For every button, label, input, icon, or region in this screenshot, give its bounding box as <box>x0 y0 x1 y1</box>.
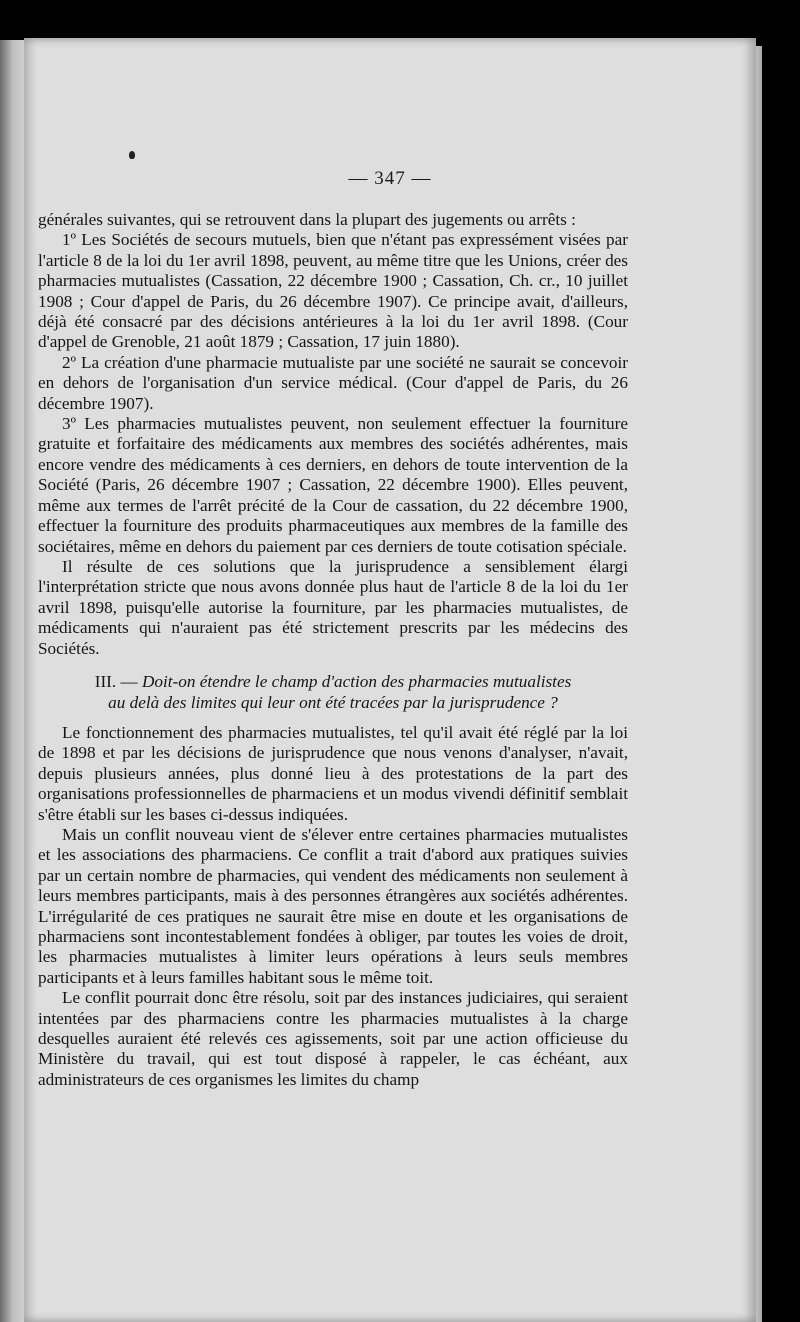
section-paragraph-3: Le conflit pourrait donc être résolu, soit par des instances judiciaires, qui seraient intentées par des pharmaciens contre les pharmacies mutualistes à la charge desquelles auraient été relevés ces agissements, soit par une action officieuse du Ministère du travail, qui est tout disposé à rappeler, le cas échéant, aux administrateurs de ces organismes les limites du champ <box>38 988 628 1089</box>
section-heading <box>38 671 628 713</box>
paragraph-point-3: 3º Les pharmacies mutualistes peuvent, non seulement effectuer la fourniture gratuite et forfaitaire des médicaments aux membres des sociétés adhérentes, mais encore vendre des médicaments à ces derniers, en dehors de toute intervention de la Société (Paris, 26 décembre 1907 ; Cassation, 22 décembre 1900). Elles peuvent, même aux termes de l'arrêt précité de la Cour de cassation, du 22 décembre 1900, effectuer la fourniture des produits pharmaceutiques aux membres de la famille des sociétaires, même en dehors du paiement par ces derniers de toute cotisation spéciale. <box>38 414 628 556</box>
paragraph-point-1: 1º Les Sociétés de secours mutuels, bien que n'étant pas expressément visées par l'article 8 de la loi du 1er avril 1898, peuvent, au même titre que les Unions, créer des pharmacies mutualistes (Cassation, 22 décembre 1900 ; Cassation, Ch. cr., 10 juillet 1908 ; Cour d'appel de Paris, du 26 décembre 1907). Ce principe avait, d'ailleurs, déjà été consacré par des décisions antérieures à la loi du 1er avril 1898. (Cour d'appel de Grenoble, 21 août 1879 ; Cassation, 17 juin 1880). <box>38 230 628 352</box>
ink-mark <box>129 151 135 159</box>
page-text <box>38 210 628 1090</box>
section-paragraph-1: Le fonctionnement des pharmacies mutualistes, tel qu'il avait été réglé par la loi de 1898 et par les décisions de jurisprudence que nous venons d'analyser, n'avait, depuis plusieurs années, plus donné lieu à des protestations de la part des organisations professionnelles de pharmaciens et un modus vivendi définitif semblait s'être établi sur les bases ci-dessus indiquées. <box>38 722 628 824</box>
book-page <box>24 38 756 1322</box>
paragraph-conclusion: Il résulte de ces solutions que la jurisprudence a sensiblement élargi l'interprétation stricte que nous avons donnée plus haut de l'article 8 de la loi du 1er avril 1898, puisqu'elle autorise la fourniture, par les pharmacies mutualistes, de médicaments qui n'auraient pas été strictement prescrits par les médecins des Sociétés. <box>38 556 628 658</box>
paragraph-intro: générales suivantes, qui se retrouvent dans la plupart des jugements ou arrêts : <box>38 210 576 229</box>
page-number: — 347 — <box>348 168 432 189</box>
section-number: III. — <box>94 671 138 691</box>
section-title-line-1: Doit-on étendre le champ d'action des pharmacies mutualistes <box>141 671 572 691</box>
section-title-line-2: au delà des limites qui leur ont été tracées par la jurisprudence ? <box>108 692 558 712</box>
paragraph-point-2: 2º La création d'une pharmacie mutualiste par une société ne saurait se concevoir en dehors de l'organisation d'un service médical. (Cour d'appel de Paris, du 26 décembre 1907). <box>38 352 628 413</box>
section-paragraph-2: Mais un conflit nouveau vient de s'élever entre certaines pharmacies mutualistes et les associations des pharmaciens. Ce conflit a trait d'abord aux pratiques suivies par un certain nombre de pharmacies, qui vendent des médicaments non seulement à leurs membres participants, mais à des personnes étrangères aux sociétés adhérentes. L'irrégularité de ces pratiques ne saurait être mise en doute et les organisations de pharmaciens sont incontestablement fondées à obliger, par toutes les voies de droit, les pharmacies mutualistes à limiter leurs opérations à leurs seuls membres participants et à leurs familles habitant sous le même toit. <box>38 824 628 987</box>
